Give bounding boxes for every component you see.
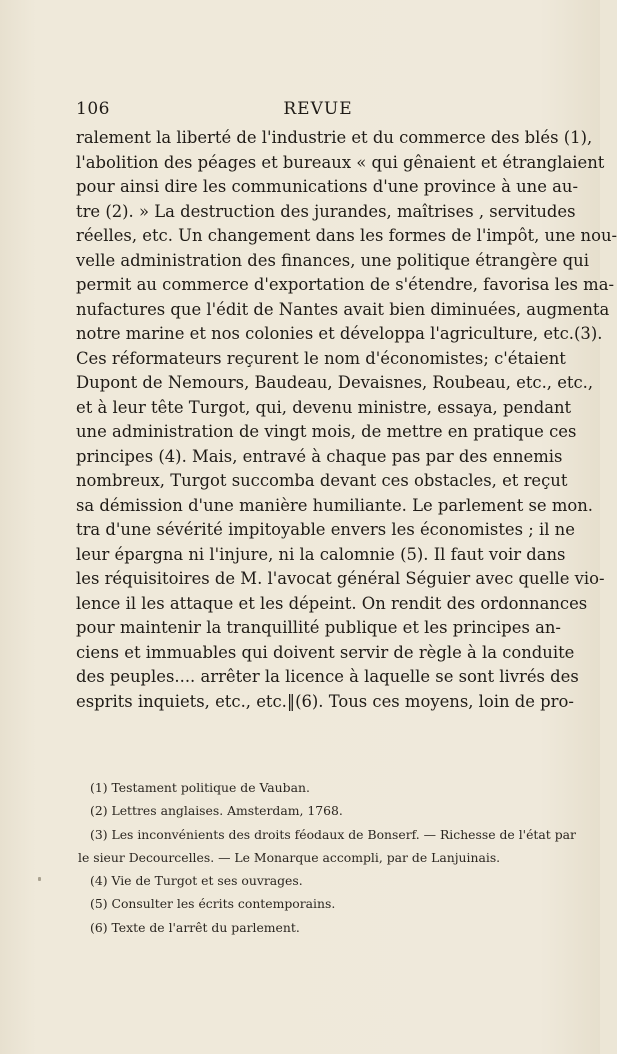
- body-line: une administration de vingt mois, de mettre en pratique ces: [76, 422, 577, 441]
- body-line: principes (4). Mais, entravé à chaque pas par des ennemis: [76, 446, 563, 466]
- body-line: nufactures que l'édit de Nantes avait bien diminuées, augmenta: [76, 299, 610, 319]
- body-line: des peuples.... arrêter la licence à laquelle se sont livrés des: [76, 667, 579, 686]
- body-line: esprits inquiets, etc., etc.‖(6). Tous ces moyens, loin de pro-: [76, 691, 574, 711]
- footnote: (4) Vie de Turgot et ses ouvrages.: [90, 873, 303, 889]
- running-title: REVUE: [283, 99, 353, 119]
- body-line: leur épargna ni l'injure, ni la calomnie (5). Il faut voir dans: [76, 544, 566, 564]
- body-line: notre marine et nos colonies et développa l'agriculture, etc.(3).: [76, 324, 603, 343]
- footnote: (5) Consulter les écrits contemporains.: [90, 896, 336, 912]
- footnote: (1) Testament politique de Vauban.: [90, 780, 310, 795]
- running-head: [76, 99, 540, 123]
- body-line: réelles, etc. Un changement dans les formes de l'impôt, une nou-: [76, 226, 617, 245]
- body-line: sa démission d'une manière humiliante. Le parlement se mon.: [76, 495, 593, 515]
- body-line: ciens et immuables qui doivent servir de règle à la conduite: [76, 642, 575, 662]
- body-line: ralement la liberté de l'industrie et du commerce des blés (1),: [76, 128, 593, 147]
- body-line: pour maintenir la tranquillité publique et les principes an-: [76, 618, 561, 637]
- body-line: Ces réformateurs reçurent le nom d'économistes; c'étaient: [76, 348, 566, 368]
- body-line: permit au commerce d'exportation de s'étendre, favorisa les ma-: [76, 275, 615, 294]
- footnotes: [78, 776, 576, 939]
- body-text: [76, 126, 617, 714]
- paper-speck: [38, 877, 41, 881]
- body-line: Dupont de Nemours, Baudeau, Devaisnes, Roubeau, etc., etc.,: [76, 373, 594, 392]
- footnote: (6) Texte de l'arrêt du parlement.: [90, 919, 300, 935]
- body-line: pour ainsi dire les communications d'une province à une au-: [76, 177, 578, 196]
- footnote: (2) Lettres anglaises. Amsterdam, 1768.: [90, 803, 343, 819]
- body-line: les réquisitoires de M. l'avocat général Séguier avec quelle vio-: [76, 569, 605, 588]
- body-line: velle administration des finances, une politique étrangère qui: [76, 250, 589, 270]
- body-line: lence il les attaque et les dépeint. On rendit des ordonnances: [76, 593, 588, 613]
- body-line: tra d'une sévérité impitoyable envers les économistes ; il ne: [76, 520, 575, 539]
- page-number: 106: [76, 99, 110, 119]
- body-line: tre (2). » La destruction des jurandes, maîtrises , servitudes: [76, 201, 576, 221]
- body-line: l'abolition des péages et bureaux « qui gênaient et étranglaient: [76, 152, 605, 172]
- body-line: nombreux, Turgot succomba devant ces obstacles, et reçut: [76, 471, 568, 490]
- footnote: (3) Les inconvénients des droits féodaux de Bonserf. — Richesse de l'état par: [90, 826, 576, 842]
- footnote-continuation: le sieur Decourcelles. — Le Monarque accompli, par de Lanjuinais.: [78, 849, 501, 865]
- body-line: et à leur tête Turgot, qui, devenu ministre, essaya, pendant: [76, 397, 572, 417]
